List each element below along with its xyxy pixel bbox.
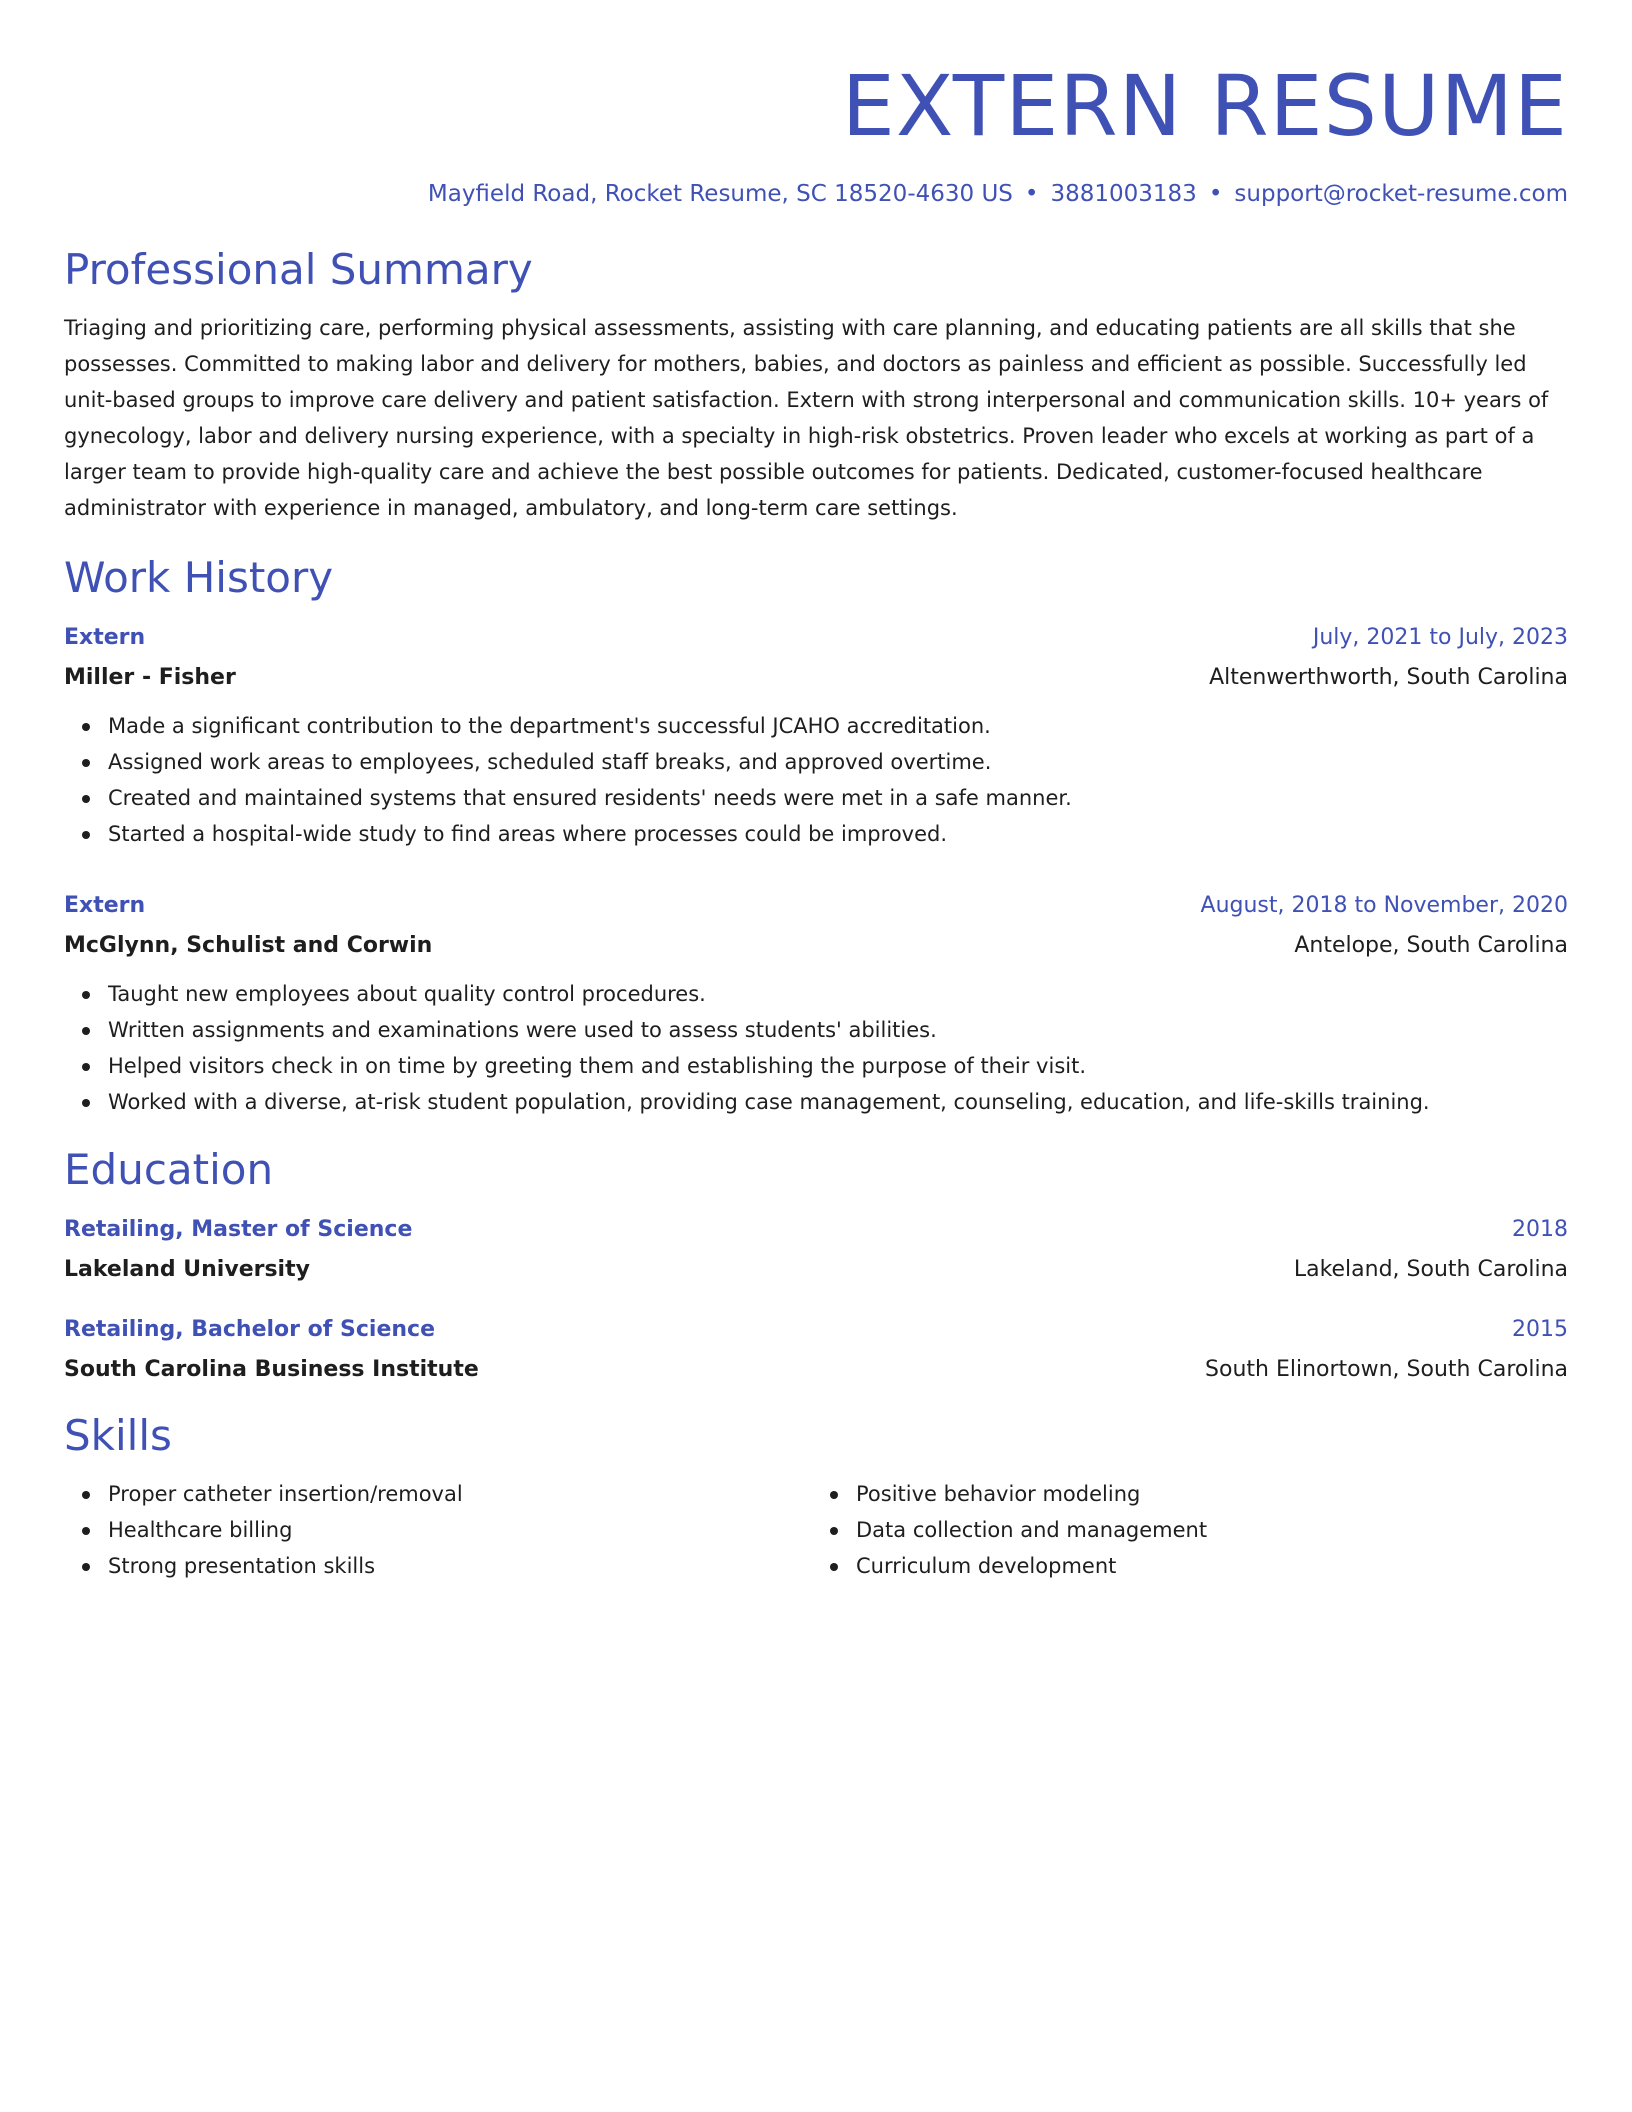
job-company: Miller - Fisher <box>64 665 236 690</box>
job-dates: July, 2021 to July, 2023 <box>1312 625 1568 650</box>
education-location: South Elinortown, South Carolina <box>1205 1357 1568 1382</box>
education-entry <box>64 1314 1568 1386</box>
job-bullet: Written assignments and examinations were used to assess students' abilities. <box>108 1012 1568 1048</box>
job-entry <box>64 622 1568 852</box>
contact-line <box>64 178 1568 210</box>
job-entry <box>64 890 1568 1120</box>
job-header-row <box>64 622 1568 654</box>
skill-item: Curriculum development <box>856 1548 1568 1584</box>
skill-item: Strong presentation skills <box>108 1548 816 1584</box>
education-degree: Retailing, Master of Science <box>64 1217 413 1242</box>
education-school: South Carolina Business Institute <box>64 1357 479 1382</box>
job-dates: August, 2018 to November, 2020 <box>1200 893 1568 918</box>
education-degree: Retailing, Bachelor of Science <box>64 1317 435 1342</box>
contact-separator: • <box>1208 181 1223 207</box>
summary-text: Triaging and prioritizing care, performing physical assessments, assisting with care planning, and educating patients are all skills that she possesses. Committed to making labor and delivery for mothers, babies, and doctors as painless and efficient as possible. Successfully led unit-based groups to improve care delivery and patient satisfaction. Extern with strong interpersonal and communication skills. 10+ years of gynecology, labor and delivery nursing experience, with a specialty in high-risk obstetrics. Proven leader who excels at working as part of a larger team to provide high-quality care and achieve the best possible outcomes for patients. Dedicated, customer-focused healthcare administrator with experience in managed, ambulatory, and long-term care settings. <box>64 316 1549 520</box>
contact-email: support@rocket-resume.com <box>1234 181 1568 207</box>
education-header-row <box>64 1314 1568 1346</box>
job-bullet-list <box>64 976 1568 1120</box>
job-bullet: Created and maintained systems that ensured residents' needs were met in a safe manner. <box>108 780 1568 816</box>
job-bullet: Assigned work areas to employees, scheduled staff breaks, and approved overtime. <box>108 744 1568 780</box>
education-year: 2015 <box>1512 1317 1568 1342</box>
job-bullet: Worked with a diverse, at-risk student population, providing case management, counseling, education, and life-skills training. <box>108 1084 1568 1120</box>
summary-heading: Professional Summary <box>64 245 533 294</box>
job-company: McGlynn, Schulist and Corwin <box>64 933 433 958</box>
education-year: 2018 <box>1512 1217 1568 1242</box>
job-role: Extern <box>64 893 146 918</box>
contact-separator: • <box>1024 181 1039 207</box>
job-company-row <box>64 662 1568 694</box>
job-location: Altenwerthworth, South Carolina <box>1209 665 1568 690</box>
job-header-row <box>64 890 1568 922</box>
job-bullet-list <box>64 708 1568 852</box>
education-school: Lakeland University <box>64 1257 310 1282</box>
education-header-row <box>64 1214 1568 1246</box>
education-entry <box>64 1214 1568 1286</box>
education-school-row <box>64 1354 1568 1386</box>
skill-item: Healthcare billing <box>108 1512 816 1548</box>
skills-heading: Skills <box>64 1411 172 1460</box>
job-bullet: Taught new employees about quality control procedures. <box>108 976 1568 1012</box>
contact-phone: 3881003183 <box>1050 181 1197 207</box>
job-bullet: Started a hospital-wide study to find areas where processes could be improved. <box>108 816 1568 852</box>
skills-columns <box>64 1476 1568 1584</box>
education-heading: Education <box>64 1145 274 1194</box>
skills-list-right <box>816 1476 1568 1584</box>
work-history-heading: Work History <box>64 553 334 602</box>
skill-item: Proper catheter insertion/removal <box>108 1476 816 1512</box>
job-bullet: Helped visitors check in on time by greeting them and establishing the purpose of their visit. <box>108 1048 1568 1084</box>
skill-item: Data collection and management <box>856 1512 1568 1548</box>
skill-item: Positive behavior modeling <box>856 1476 1568 1512</box>
job-role: Extern <box>64 625 146 650</box>
resume-title: EXTERN RESUME <box>841 57 1568 155</box>
contact-address: Mayfield Road, Rocket Resume, SC 18520-4630 US <box>427 181 1013 207</box>
education-location: Lakeland, South Carolina <box>1293 1257 1568 1282</box>
job-company-row <box>64 930 1568 962</box>
job-bullet: Made a significant contribution to the department's successful JCAHO accreditation. <box>108 708 1568 744</box>
skills-list-left <box>64 1476 816 1584</box>
job-location: Antelope, South Carolina <box>1294 933 1568 958</box>
education-school-row <box>64 1254 1568 1286</box>
